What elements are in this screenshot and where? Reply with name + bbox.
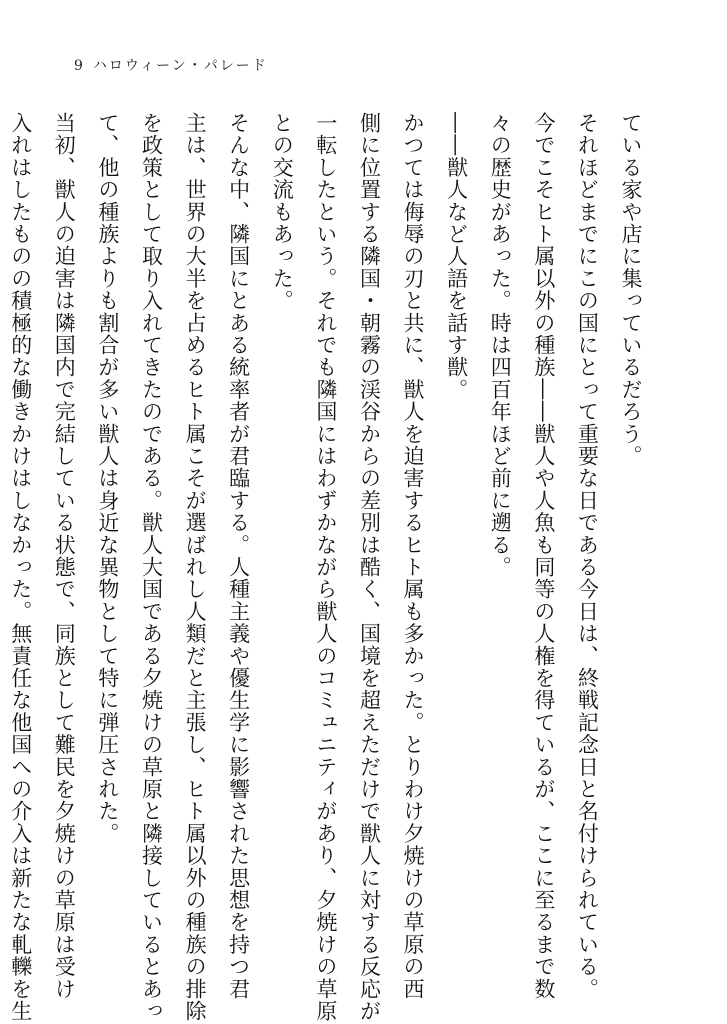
text-line: 々の歴史があった。時は四百年ほど前に遡る。 — [488, 112, 513, 579]
running-head — [74, 55, 268, 75]
text-line: ――獣人など人語を話す獣。 — [444, 112, 469, 401]
text-line: 側に位置する隣国・朝霧の渓谷からの差別は酷く、国境を超えただけで獣人に対する反応が — [357, 112, 382, 1023]
text-line: それほどまでにこの国にとって重要な日である今日は、終戦記念日と名付けられている。 — [575, 112, 600, 1000]
text-line: を政策として取り入れてきたのである。獣人大国である夕焼けの草原と隣接しているとあっ — [139, 112, 164, 1023]
text-line: との交流もあった。 — [270, 112, 295, 312]
text-line: かつては侮辱の刃と共に、獣人を迫害するヒト属も多かった。とりわけ夕焼けの草原の西 — [401, 112, 426, 1000]
page-number: 9 — [74, 58, 85, 74]
text-line: ている家や店に集っているだろう。 — [619, 112, 643, 468]
text-line: 主は、世界の大半を占めるヒト属こそが選ばれし人類だと主張し、ヒト属以外の種族の排除 — [183, 112, 208, 1023]
text-line: 一転したという。それでも隣国にはわずかながら獣人のコミュニティがあり、夕焼けの草原 — [313, 112, 338, 1023]
text-line: 当初、獣人の迫害は隣国内で完結している状態で、同族として難民を夕焼けの草原は受け — [52, 112, 77, 1000]
body-text — [8, 112, 652, 1023]
text-line: 今でこそヒト属以外の種族――獣人や人魚も同等の人権を得ているが、ここに至るまで数 — [531, 112, 556, 1000]
text-line: 入れはしたものの積極的な働きかけはしなかった。無責任な他国への介入は新たな軋轢を生 — [8, 112, 33, 1023]
text-line: て、他の種族よりも割合が多い獣人は身近な異物として特に弾圧された。 — [95, 112, 120, 845]
text-line: そんな中、隣国にとある統率者が君臨する。人種主義や優生学に影響された思想を持つ君 — [226, 112, 251, 1000]
chapter-title: ハロウィーン・パレード — [92, 58, 268, 74]
